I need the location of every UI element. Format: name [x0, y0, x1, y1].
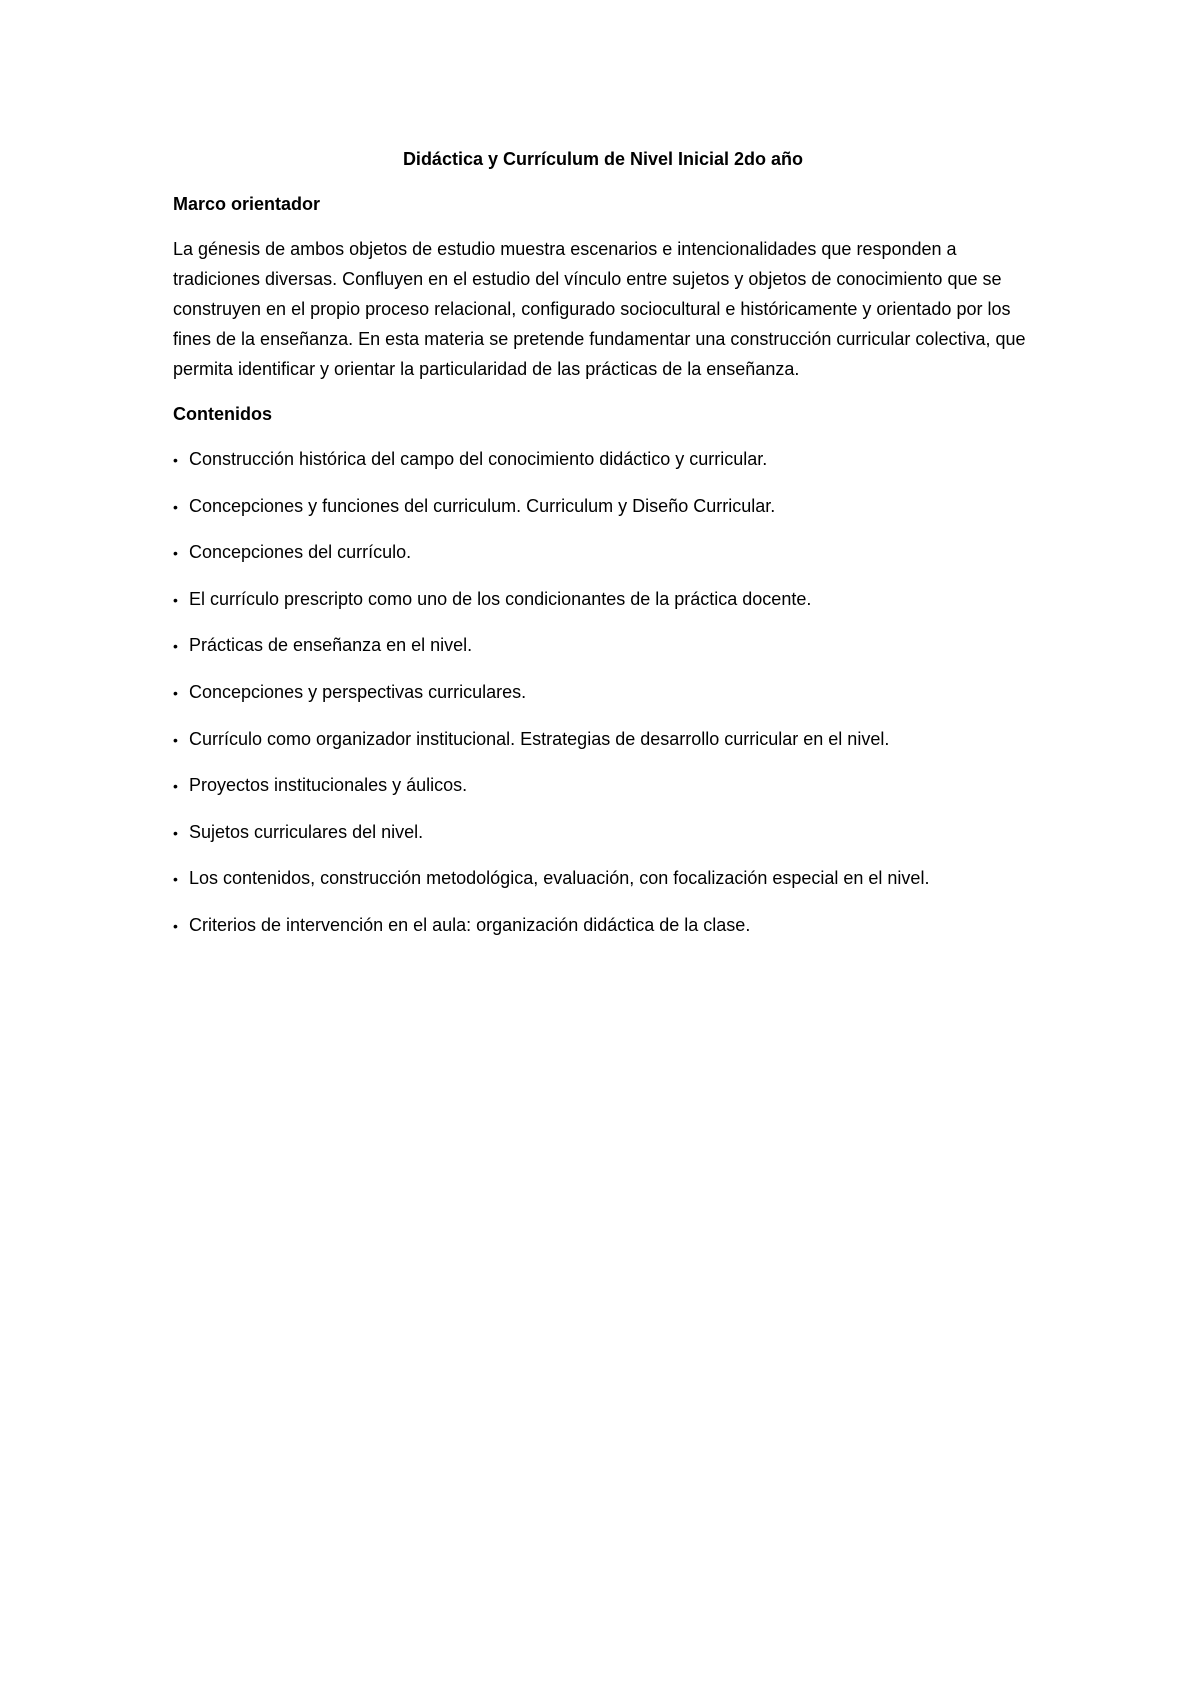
bullet-icon: • [173, 591, 178, 608]
bullet-icon: • [173, 452, 178, 468]
bullet-icon: • [173, 684, 178, 701]
bullet-icon: • [173, 638, 178, 655]
list-item-text: Sujetos curriculares del nivel. [189, 821, 424, 842]
list-item [173, 491, 1033, 522]
list-item [173, 630, 1033, 661]
document-content [173, 144, 1033, 957]
list-item [173, 537, 1033, 568]
list-item-text: El currículo prescripto como uno de los condicionantes de la práctica docente. [189, 588, 812, 609]
list-item-text: Concepciones y funciones del curriculum. Curriculum y Diseño Curricular. [189, 495, 776, 516]
list-item-text: Los contenidos, construcción metodológica, evaluación, con focalización especial en el nivel. [189, 868, 930, 889]
bullet-icon: • [173, 778, 178, 795]
marco-orientador-heading: Marco orientador [173, 194, 321, 214]
list-item [173, 724, 1033, 755]
list-item [173, 910, 1033, 941]
list-item-text: Concepciones del currículo. [189, 542, 412, 563]
bullet-icon: • [173, 545, 178, 562]
bullet-icon: • [173, 731, 178, 748]
list-item [173, 863, 1033, 894]
document-title: Didáctica y Currículum de Nivel Inicial 2do año [402, 149, 804, 169]
list-item [173, 817, 1033, 848]
list-item [173, 677, 1033, 708]
bullet-icon: • [173, 871, 178, 888]
list-item-text: Concepciones y perspectivas curriculares. [189, 681, 527, 702]
list-item-text: Criterios de intervención en el aula: organización didáctica de la clase. [189, 914, 751, 935]
bullet-icon: • [173, 498, 178, 515]
list-item-text: Construcción histórica del campo del conocimiento didáctico y curricular. [189, 449, 768, 469]
contenidos-list [173, 444, 1033, 941]
list-item-text: Currículo como organizador institucional. Estrategias de desarrollo curricular en el nivel. [189, 728, 890, 749]
contenidos-heading: Contenidos [173, 404, 272, 424]
bullet-icon: • [173, 824, 178, 841]
list-item [173, 584, 1033, 615]
marco-orientador-paragraph: La génesis de ambos objetos de estudio muestra escenarios e intencionalidades que responden a tradiciones diversas. Confluyen en el estudio del vínculo entre sujetos y objetos de conocimiento que se construyen en el propio proceso relacional, configurado sociocultural e históricamente y orientado por los fines de la enseñanza. En esta materia se pretende fundamentar una construcción curricular colectiva, que permita identificar y orientar la particularidad de las prácticas de la enseñanza. [173, 239, 1026, 379]
list-item [173, 770, 1033, 801]
list-item [173, 444, 1033, 475]
bullet-icon: • [173, 917, 178, 934]
list-item-text: Prácticas de enseñanza en el nivel. [189, 635, 473, 656]
list-item-text: Proyectos institucionales y áulicos. [189, 775, 468, 796]
